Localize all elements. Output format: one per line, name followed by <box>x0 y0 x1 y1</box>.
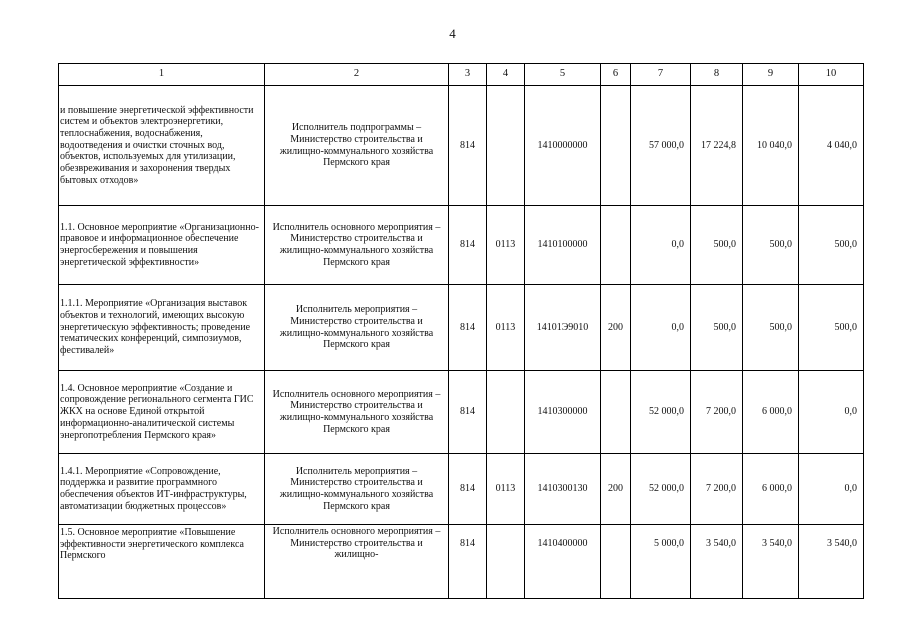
page-number: 4 <box>449 26 456 41</box>
amount-col10-cell: 4 040,0 <box>799 86 864 206</box>
amount-col10-cell: 0,0 <box>799 371 864 454</box>
ministry-code-cell: 814 <box>449 454 487 525</box>
activity-name-cell: 1.4.1. Мероприятие «Сопровождение, поддержка и развитие программного обеспечения объектов ИТ-инфраструктуры, автоматизации бюджетных процессов» <box>59 454 265 525</box>
executor-cell: Исполнитель мероприятия – Министерство строительства и жилищно-коммунального хозяйства Пермского края <box>265 285 449 371</box>
expense-type-cell <box>601 86 631 206</box>
header-cell: 3 <box>449 64 487 86</box>
ministry-code-cell: 814 <box>449 206 487 285</box>
table-row <box>59 206 864 285</box>
activity-name-cell: 1.4. Основное мероприятие «Создание и сопровождение регионального сегмента ГИС ЖКХ на основе Единой открытой информационно-аналитической системы энергопотребления Пермского края» <box>59 371 265 454</box>
section-code-cell: 0113 <box>487 206 525 285</box>
activity-name-cell: 1.5. Основное мероприятие «Повышение эффективности энергетического комплекса Пермского <box>59 525 265 599</box>
executor-cell: Исполнитель основного мероприятия – Министерство строительства и жилищно-коммунального хозяйства Пермского края <box>265 371 449 454</box>
table-row <box>59 371 864 454</box>
expense-type-cell <box>601 525 631 599</box>
target-article-cell: 1410100000 <box>525 206 601 285</box>
expense-type-cell: 200 <box>601 454 631 525</box>
amount-col10-cell: 3 540,0 <box>799 525 864 599</box>
header-cell: 6 <box>601 64 631 86</box>
amount-col8-cell: 500,0 <box>691 206 743 285</box>
table-row <box>59 285 864 371</box>
amount-col9-cell: 3 540,0 <box>743 525 799 599</box>
section-code-cell: 0113 <box>487 454 525 525</box>
section-code-cell <box>487 86 525 206</box>
executor-cell: Исполнитель подпрограммы – Министерство строительства и жилищно-коммунального хозяйства Пермского края <box>265 86 449 206</box>
section-code-cell <box>487 525 525 599</box>
expense-type-cell <box>601 371 631 454</box>
amount-col7-cell: 0,0 <box>631 285 691 371</box>
budget-table <box>58 63 864 599</box>
section-code-cell <box>487 371 525 454</box>
amount-col10-cell: 500,0 <box>799 206 864 285</box>
table-header-row <box>59 64 864 86</box>
amount-col9-cell: 500,0 <box>743 206 799 285</box>
header-cell: 7 <box>631 64 691 86</box>
amount-col7-cell: 52 000,0 <box>631 454 691 525</box>
amount-col8-cell: 3 540,0 <box>691 525 743 599</box>
header-cell: 2 <box>265 64 449 86</box>
amount-col9-cell: 6 000,0 <box>743 371 799 454</box>
amount-col9-cell: 6 000,0 <box>743 454 799 525</box>
amount-col9-cell: 500,0 <box>743 285 799 371</box>
header-cell: 5 <box>525 64 601 86</box>
header-cell: 4 <box>487 64 525 86</box>
ministry-code-cell: 814 <box>449 525 487 599</box>
activity-name-cell: и повышение энергетической эффективности систем и объектов электроэнергетики, теплоснабжения, водоснабжения, водоотведения и очистки сточных вод, объектов, используемых для утилизации, обезвреживания и захоронения твердых бытовых отходов» <box>59 86 265 206</box>
amount-col8-cell: 7 200,0 <box>691 371 743 454</box>
activity-name-cell: 1.1. Основное мероприятие «Организационно-правовое и информационное обеспечение энергосбережения и повышения энергетической эффективности» <box>59 206 265 285</box>
target-article-cell: 1410300000 <box>525 371 601 454</box>
section-code-cell: 0113 <box>487 285 525 371</box>
header-cell: 9 <box>743 64 799 86</box>
header-cell: 8 <box>691 64 743 86</box>
activity-name-cell: 1.1.1. Мероприятие «Организация выставок объектов и технологий, имеющих высокую энергетическую эффективность; проведение тематических конференций, симпозиумов, фестивалей» <box>59 285 265 371</box>
executor-cell: Исполнитель мероприятия – Министерство строительства и жилищно-коммунального хозяйства Пермского края <box>265 454 449 525</box>
ministry-code-cell: 814 <box>449 86 487 206</box>
header-cell: 1 <box>59 64 265 86</box>
table-row <box>59 525 864 599</box>
amount-col7-cell: 0,0 <box>631 206 691 285</box>
executor-cell: Исполнитель основного мероприятия – Министерство строительства и жилищно-коммунального хозяйства Пермского края <box>265 206 449 285</box>
amount-col8-cell: 17 224,8 <box>691 86 743 206</box>
expense-type-cell <box>601 206 631 285</box>
amount-col7-cell: 52 000,0 <box>631 371 691 454</box>
amount-col9-cell: 10 040,0 <box>743 86 799 206</box>
amount-col8-cell: 500,0 <box>691 285 743 371</box>
amount-col10-cell: 500,0 <box>799 285 864 371</box>
amount-col8-cell: 7 200,0 <box>691 454 743 525</box>
header-cell: 10 <box>799 64 864 86</box>
amount-col10-cell: 0,0 <box>799 454 864 525</box>
executor-cell: Исполнитель основного мероприятия – Министерство строительства и жилищно- <box>265 525 449 599</box>
amount-col7-cell: 5 000,0 <box>631 525 691 599</box>
expense-type-cell: 200 <box>601 285 631 371</box>
table-row <box>59 86 864 206</box>
target-article-cell: 1410300130 <box>525 454 601 525</box>
target-article-cell: 1410000000 <box>525 86 601 206</box>
amount-col7-cell: 57 000,0 <box>631 86 691 206</box>
target-article-cell: 14101Э9010 <box>525 285 601 371</box>
ministry-code-cell: 814 <box>449 371 487 454</box>
ministry-code-cell: 814 <box>449 285 487 371</box>
table-row <box>59 454 864 525</box>
target-article-cell: 1410400000 <box>525 525 601 599</box>
